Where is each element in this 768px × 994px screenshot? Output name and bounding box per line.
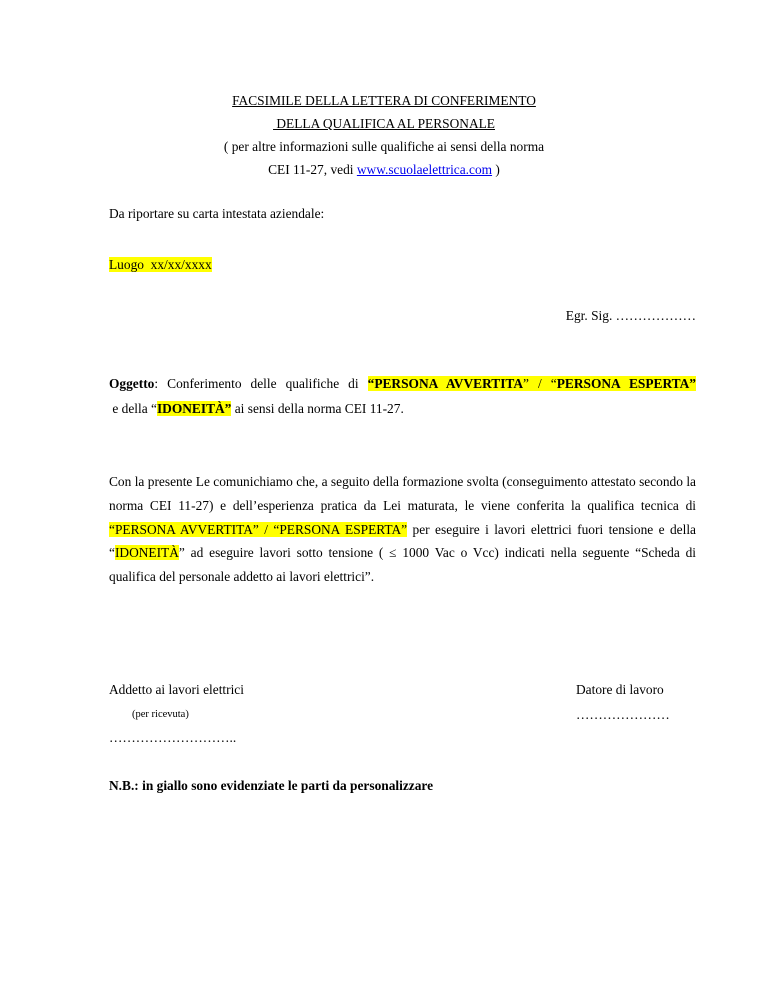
subject-highlight-2: PERSONA ESPERTA”	[556, 376, 696, 391]
recipient: Egr. Sig. ………………	[565, 308, 696, 323]
signature-left-label: Addetto ai lavori elettrici	[109, 682, 244, 697]
place-date-highlight: Luogo xx/xx/xxxx	[109, 257, 212, 272]
intro-text: Da riportare su carta intestata aziendale:	[109, 206, 325, 221]
body-paragraph	[109, 470, 696, 589]
body-text-2: per eseguire i lavori elettrici fuori tensione e della “	[109, 521, 696, 561]
title-line-4-prefix: CEI 11-27, vedi	[268, 162, 357, 177]
subject-highlight-1: “PERSONA AVVERTITA	[367, 376, 524, 391]
body-highlight-1: “PERSONA AVVERTITA” / “PERSONA ESPERTA”	[109, 521, 408, 537]
signature-right-label: Datore di lavoro	[576, 682, 664, 697]
subject-label: Oggetto	[109, 376, 155, 391]
subject-text: Conferimento delle qualifiche di	[167, 376, 368, 391]
title-line-1: FACSIMILE DELLA LETTERA DI CONFERIMENTO	[232, 93, 536, 108]
title-line-2: DELLA QUALIFICA AL PERSONALE	[273, 116, 495, 131]
title-line-4	[0, 158, 768, 181]
subject-paragraph	[109, 371, 696, 421]
signature-left-sub: (per ricevuta)	[132, 709, 189, 720]
body-highlight-2: IDONEITÀ	[114, 545, 179, 561]
place-date	[109, 257, 212, 273]
title-line-4-suffix: )	[492, 162, 500, 177]
signature-left-dots: ………………………..	[109, 730, 237, 745]
subject-colon: :	[154, 376, 168, 391]
subject-highlight-3: IDONEITÀ”	[156, 401, 232, 416]
subject-separator: ” / “	[523, 376, 557, 391]
subject-middle: e della “	[109, 401, 157, 416]
subject-tail: ai sensi della norma CEI 11-27.	[231, 401, 404, 416]
title-line-3: ( per altre informazioni sulle qualifiche ai sensi della norma	[223, 139, 545, 154]
signature-right-dots: …………………	[576, 707, 670, 722]
document-title	[0, 89, 768, 181]
website-link[interactable]: www.scuolaelettrica.com	[356, 162, 493, 177]
body-text-3: ” ad eseguire lavori sotto tensione ( ≤ 1000 Vac o Vcc) indicati nella seguente “Scheda di qualifica del personale addetto ai lavori elettrici”.	[109, 545, 696, 585]
note: N.B.: in giallo sono evidenziate le parti da personalizzare	[109, 778, 434, 793]
body-text-1: Con la presente Le comunichiamo che, a seguito della formazione svolta (conseguimento attestato secondo la norma CEI 11-27) e dell’esperienza pratica da Lei maturata, le viene conferita la qualifica tecnica di	[109, 474, 696, 513]
